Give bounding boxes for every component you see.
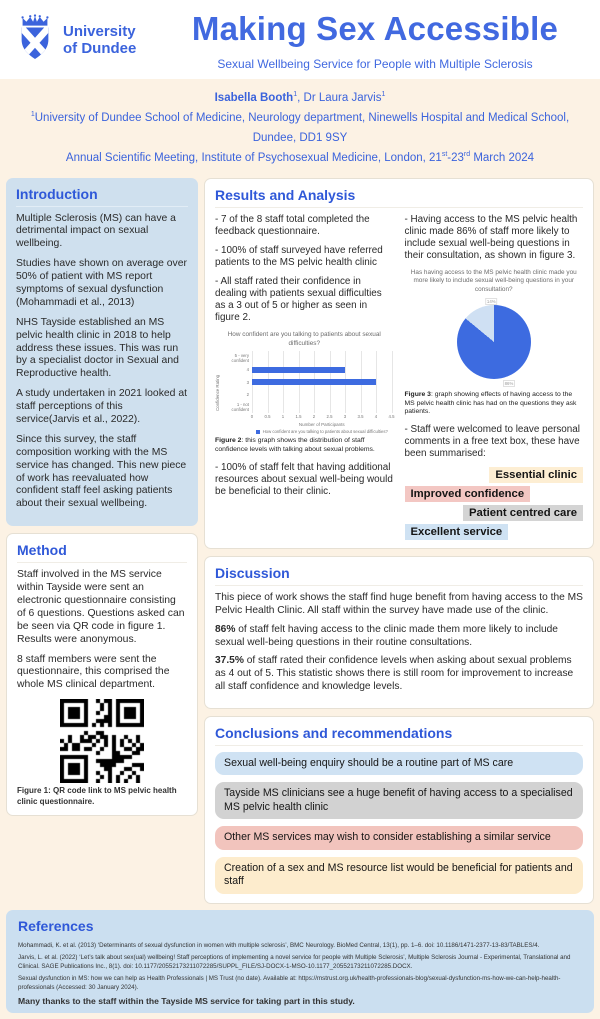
figure1-caption: Figure 1: QR code link to MS pelvic health clinic questionnaire. [17, 786, 177, 806]
reference-item: Jarvis, L. et al. (2022) ‘Let’s talk about sex(ual) wellbeing! Staff perceptions of implementing a novel service for people with Multiple Sclerosis’, Multiple Sclerosis Journal - Experimental, Translational and Clinical. SAGE Publications Inc., 8(1). doi: 10.1177/20552173211072285/SUPPL_FILE/SJ-DOCX-1-MSO-10.1177_20552173211072285.DOCX. [18, 954, 571, 970]
conclusions-section [204, 716, 594, 904]
pie-slice-label-yes: 86% [504, 380, 514, 386]
poster-title: Making Sex Accessible [191, 10, 559, 47]
intro-paragraph: A study undertaken in 2021 looked at staff perceptions of this service(Jarvis et al., 2022). [16, 388, 187, 425]
method-heading: Method [17, 542, 187, 563]
results-bullet: - 100% of staff felt that having additional resources about sexual well-being would be beneficial to their clinic. [215, 462, 393, 498]
conclusions-heading: Conclusions and recommendations [215, 725, 583, 746]
figure2-category-label: 2 [246, 392, 249, 398]
discussion-paragraph: 37.5% of staff rated their confidence levels when asking about sexual problems as 4 out of 5. This statistic shows there is still room for improvement to increase all staff confidence and knowledge levels. [215, 655, 574, 692]
right-column [204, 178, 594, 904]
results-bullet: - Staff were welcomed to leave personal comments in a free text box, these have been summarised: [404, 424, 580, 460]
figure2-bar-track [252, 389, 392, 401]
figure2-bar-track [252, 401, 392, 413]
conclusion-item: Creation of a sex and MS resource list would be beneficial for patients and staff [215, 857, 583, 894]
x-tick-label: 3 [343, 414, 347, 420]
keyword-pill: Improved confidence [405, 486, 531, 502]
results-bullet: - 7 of the 8 staff total completed the feedback questionnaire. [215, 213, 370, 237]
results-right-column [405, 214, 584, 541]
figure2-x-axis-label: Number of Participants [298, 422, 345, 428]
intro-paragraph: Since this survey, the staff composition working with the MS service has changed. This new piece of work has reevaluated how confident staff feel asking patients about their sexual wellbeing. [16, 433, 187, 510]
poster-subtitle: Sexual Wellbeing Service for People with Multiple Sclerosis [217, 57, 533, 71]
figure2-bar-chart [215, 331, 394, 434]
figure2-bar-track [252, 364, 392, 376]
pie-graphic [457, 305, 531, 379]
figure2-bar-track [252, 352, 392, 364]
keyword-pill: Excellent service [405, 524, 509, 540]
references-heading: References [18, 917, 94, 934]
discussion-paragraph: This piece of work shows the staff find huge benefit from having access to the MS Pelvic Health Clinic. All staff within the survey have made use of the clinic. [215, 592, 583, 617]
keyword-pill: Essential clinic [489, 467, 583, 483]
figure2-category-label: 1 - not confident [231, 402, 249, 413]
figure2-x-ticks [250, 414, 395, 420]
pie-slice-label-no: 14% [486, 298, 496, 304]
conclusion-item: Sexual well-being enquiry should be a routine part of MS care [215, 752, 583, 776]
intro-paragraph: Studies have shown on average over 50% of patient with MS report symptoms of sexual dysfunction (Mohammadi et al., 2013) [16, 258, 187, 308]
discussion-paragraph: 86% of staff felt having access to the clinic made them more likely to include sexual well-being questions in their routine consultations. [215, 623, 558, 648]
x-tick-label: 3.5 [357, 414, 364, 420]
figure2-category-label: 5 - very confident [231, 352, 249, 363]
introduction-heading: Introduction [16, 186, 188, 207]
legend-swatch [256, 430, 260, 434]
intro-paragraph: Multiple Sclerosis (MS) can have a detrimental impact on sexual wellbeing. [16, 212, 176, 250]
figure3-pie-chart [405, 269, 584, 388]
figure3-chart-title: Has having access to the MS pelvic health clinic made you more likely to include sexual well-being questions in your consultation? [410, 268, 577, 294]
reference-item: Mohammadi, K. et al. (2013) ‘Determinants of sexual dysfunction in women with multiple sclerosis’, BMC Neurology. BioMed Central, 13(1), pp. 1–6. doi: 10.1186/1471-2377-13-83/TABLES/4. [18, 941, 540, 949]
results-bullet: - All staff rated their confidence in dealing with patients sexual difficulties as a 3 out of 5 or higher as seen in figure 2. [215, 275, 382, 324]
figure2-category-label: 3 [246, 379, 249, 385]
figure2-row [222, 401, 394, 413]
results-bullet: - Having access to the MS pelvic health clinic made 86% of staff more likely to include sexual well-being questions in their consultation, as shown in figure 3. [404, 213, 578, 261]
acknowledgement-line: Many thanks to the staff within the Tayside MS service for taking part in this study. [18, 996, 355, 1007]
references-section [6, 910, 594, 1013]
figure2-caption: Figure 2: this graph shows the distribution of staff confidence levels with talking about sexual problems. [215, 437, 375, 454]
introduction-section [6, 178, 198, 527]
method-paragraph: Staff involved in the MS service within Tayside were sent an electronic questionnaire consisting of 6 questions. Questions asked can be seen via QR code in figure 1. Results were anonymous. [17, 569, 185, 645]
figure2-category-label: 4 [246, 367, 249, 373]
left-column [6, 178, 198, 904]
figure2-bar [252, 367, 345, 373]
x-tick-label: 4.5 [388, 414, 395, 420]
conclusion-item: Tayside MS clinicians see a huge benefit of having access to a specialised MS pelvic health clinic [215, 782, 583, 819]
figure2-bar [252, 379, 376, 385]
x-tick-label: 0.5 [264, 414, 271, 420]
poster-header [0, 0, 600, 79]
figure2-row [222, 364, 394, 376]
summary-keywords [405, 467, 584, 540]
results-bullet: - 100% of staff surveyed have referred patients to the MS pelvic health clinic [215, 244, 383, 268]
legend-label: How confident are you talking to patients about sexual difficulties? [262, 429, 388, 435]
results-left-column [215, 214, 394, 541]
x-tick-label: 1.5 [295, 414, 302, 420]
discussion-section [204, 556, 594, 708]
intro-paragraph: NHS Tayside established an MS pelvic health clinic in 2018 to help address these issues. This was run by a specialist doctor in Sexual and Reproductive health. [16, 316, 179, 380]
figure2-legend [252, 429, 392, 434]
discussion-heading: Discussion [215, 565, 583, 586]
figure2-bar-track [252, 376, 392, 388]
conclusion-item: Other MS services may wish to consider establishing a similar service [215, 826, 583, 850]
x-tick-label: 0 [250, 414, 254, 420]
figure2-row [222, 376, 394, 388]
figure3-caption: Figure 3: graph showing effects of having access to the MS pelvic health clinic has had on the questions they ask patients. [404, 390, 577, 416]
figure2-row [222, 389, 394, 401]
x-tick-label: 2.5 [326, 414, 333, 420]
figure2-plot-area [222, 351, 394, 413]
affiliation-line: $^1$University of Dundee School of Medicine, Neurology department, Ninewells Hospital and Medical School, Dundee, DD1 9SY [30, 111, 570, 145]
authors-line: Isabella Booth$^1$, Dr Laura Jarvis$^1$ [214, 91, 386, 104]
results-heading: Results and Analysis [215, 187, 583, 208]
reference-item: Sexual dysfunction in MS: how we can help as Health Professionals | MS Trust (no date). Available at: https://mstrust.org.uk/health-professionals-blog/sexual-dysfunction-ms-how-we-can-help-health-professionals (Accessed: 30 January 2024). [18, 975, 561, 991]
figure2-chart-title: How confident are you talking to patients about sexual difficulties? [227, 331, 381, 347]
figure2-y-axis-label: Confidence Rating [215, 374, 220, 411]
meeting-line: Annual Scientific Meeting, Institute of Psychosexual Medicine, London, 21st-23rd March 2024 [65, 151, 535, 165]
method-paragraph: 8 staff members were sent the questionnaire, this comprised the whole MS clinical department. [17, 653, 170, 691]
qr-code [60, 699, 144, 783]
keyword-pill: Patient centred care [463, 505, 583, 521]
x-tick-label: 4 [374, 414, 378, 420]
dundee-shield-icon [14, 14, 56, 67]
figure2-row [222, 352, 394, 364]
authors-block [0, 79, 600, 173]
x-tick-label: 2 [312, 414, 316, 420]
university-logo [14, 14, 172, 67]
method-section [6, 533, 198, 816]
results-section [204, 178, 594, 550]
x-tick-label: 1 [281, 414, 285, 420]
university-logo-text: University of Dundee [63, 23, 137, 57]
